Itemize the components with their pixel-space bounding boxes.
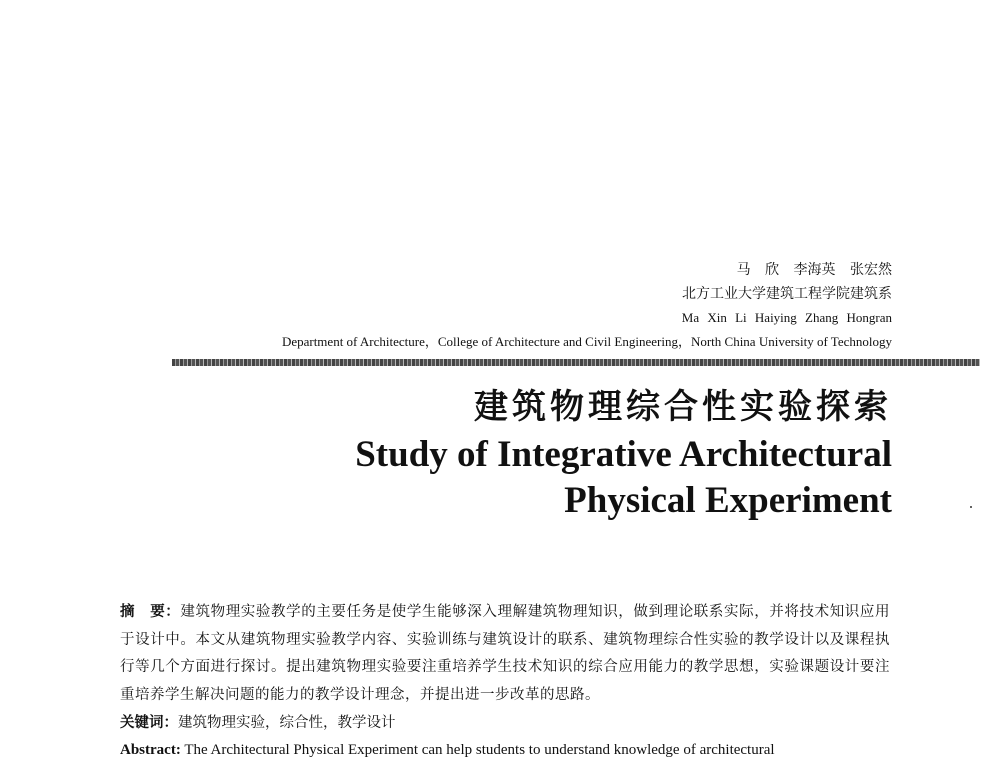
keywords-chinese: [120, 709, 890, 737]
title-block: [355, 384, 892, 524]
title-english: [355, 432, 892, 524]
abstract-english-label: Abstract:: [120, 742, 181, 758]
keywords-chinese-label: 关键词：: [120, 714, 178, 731]
author-block: [282, 258, 892, 354]
affiliation-chinese: 北方工业大学建筑工程学院建筑系: [682, 286, 892, 302]
abstract-chinese-text: 建筑物理实验教学的主要任务是使学生能够深入理解建筑物理知识，做到理论联系实际，并将技术知识应用于设计中。本文从建筑物理实验教学内容、实验训练与建筑设计的联系、建筑物理综合性实验的教学设计以及课程执行等几个方面进行探讨。提出建筑物理实验要注重培养学生技术知识的综合应用能力的教学思想，实验课题设计要注重培养学生解决问题的能力的教学设计理念，并提出进一步改革的思路。: [120, 604, 891, 703]
abstract-chinese-label: 摘 要：: [120, 603, 181, 620]
title-english-line-1: Study of Integrative Architectural: [355, 434, 892, 475]
authors-chinese: 马 欣 李海英 张宏然: [736, 262, 892, 278]
title-chinese: 建筑物理综合性实验探索: [474, 387, 892, 427]
header-rule: [172, 359, 980, 366]
abstract-chinese: [120, 598, 890, 709]
speck-mark: [970, 506, 972, 508]
abstract-english: [120, 737, 890, 763]
keywords-chinese-text: 建筑物理实验，综合性，教学设计: [178, 715, 396, 731]
affiliation-english: Department of Architecture，College of Architecture and Civil Engineering，North China University of Technology: [281, 334, 892, 349]
abstract-english-text: The Architectural Physical Experiment can help students to understand knowledge of architectural: [184, 742, 775, 758]
abstract-section: [120, 598, 890, 763]
title-english-line-2: Physical Experiment: [564, 480, 892, 521]
authors-english: Ma Xin Li Haiying Zhang Hongran: [681, 310, 892, 325]
